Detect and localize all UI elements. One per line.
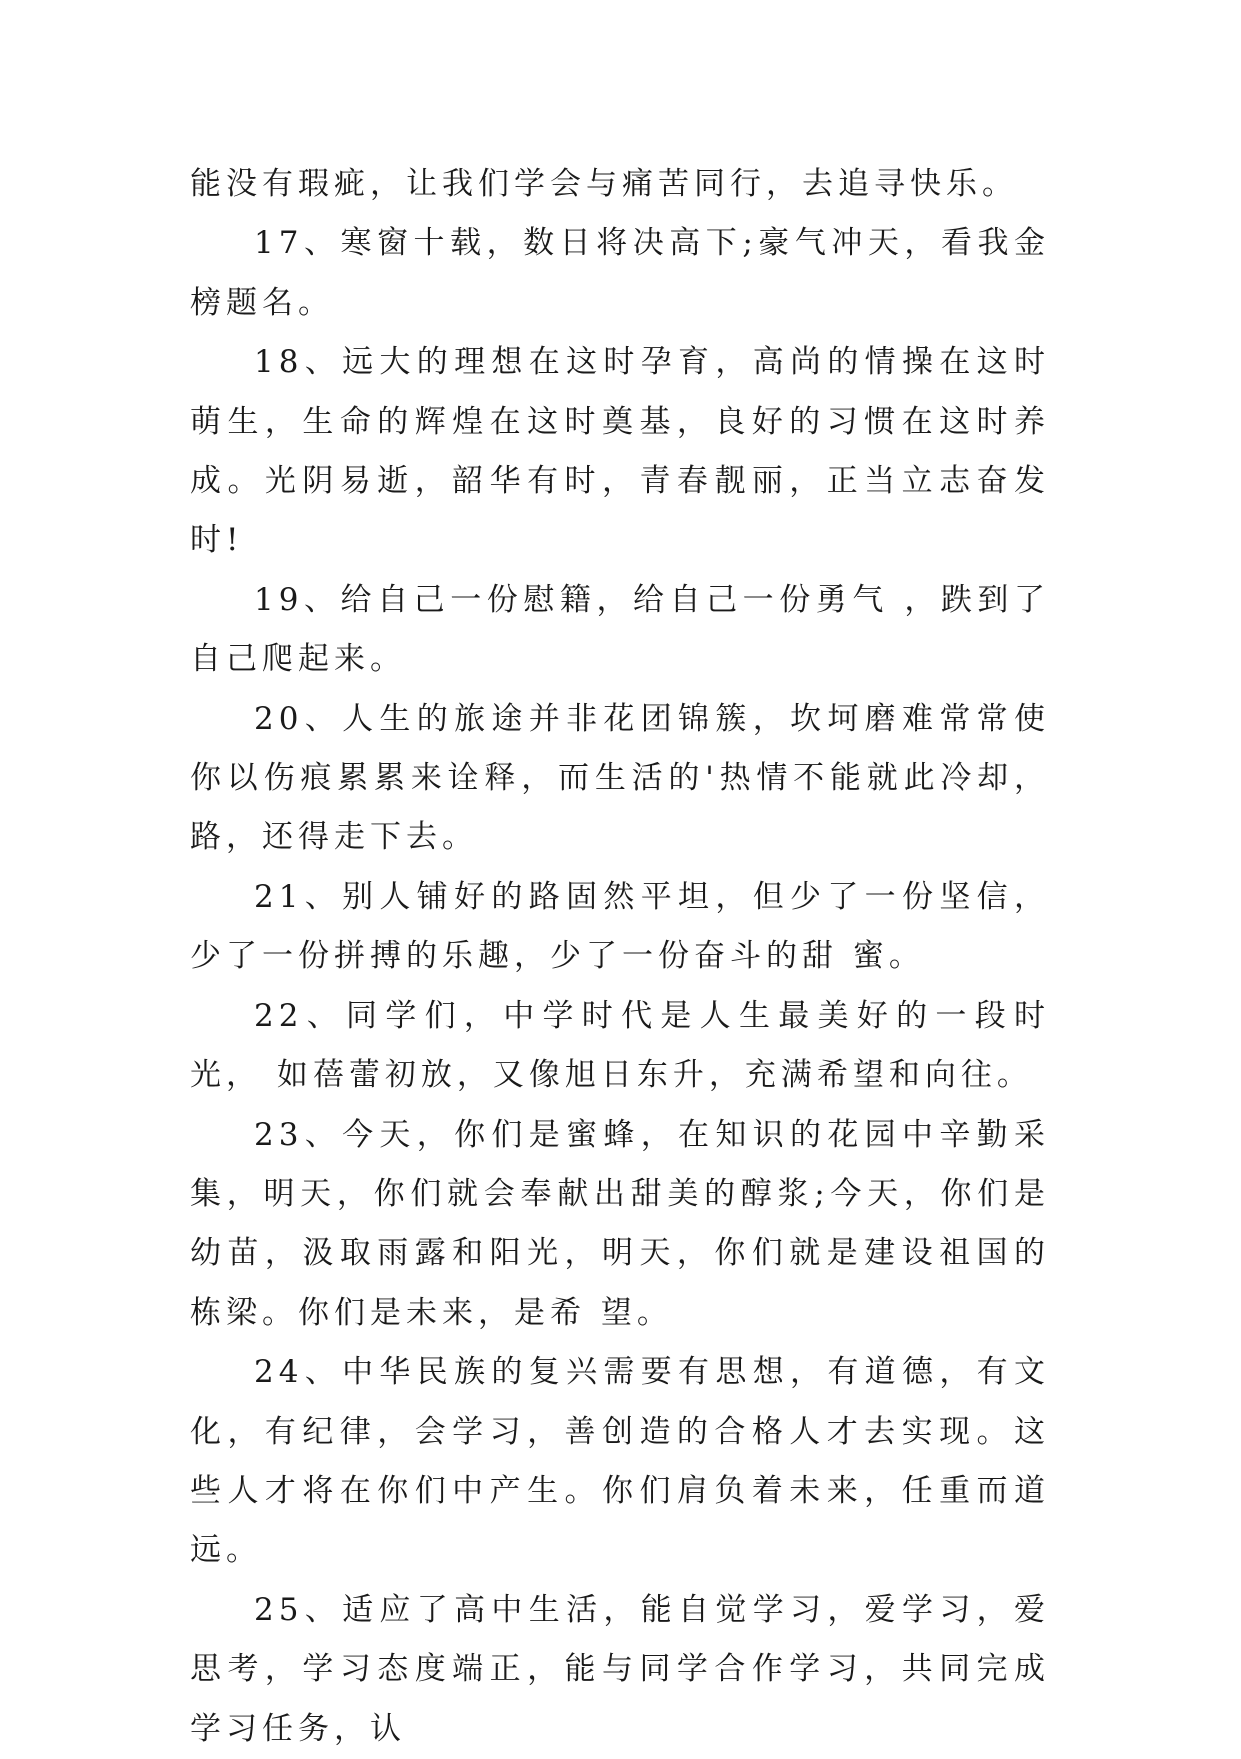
paragraph-23: 23、今天，你们是蜜蜂，在知识的花园中辛勤采集，明天，你们就会奉献出甜美的醇浆;今天，你们是幼苗，汲取雨露和阳光，明天，你们就是建设祖国的栋梁。你们是未来，是希 望。 xyxy=(190,1116,1050,1331)
paragraph-24: 24、中华民族的复兴需要有思想，有道德，有文化，有纪律，会学习，善创造的合格人才去实现。这些人才将在你们中产生。你们肩负着未来，任重而道远。 xyxy=(190,1354,1050,1569)
paragraph-25: 25、适应了高中生活，能自觉学习，爱学习，爱思考，学习态度端正，能与同学合作学习，共同完成学习任务，认 xyxy=(190,1591,1050,1747)
paragraph-20: 20、人生的旅途并非花团锦簇，坎坷磨难常常使你以伤痕累累来诠释，而生活的'热情不能就此冷却，路，还得走下去。 xyxy=(190,700,1050,856)
paragraph-17: 17、寒窗十载，数日将决高下;豪气冲天，看我金榜题名。 xyxy=(190,225,1050,321)
paragraph-18: 18、远大的理想在这时孕育，高尚的情操在这时萌生，生命的辉煌在这时奠基，良好的习惯在这时养成。光阴易逝，韶华有时，青春靓丽，正当立志奋发时! xyxy=(190,344,1050,559)
paragraph-19: 19、给自己一份慰籍，给自己一份勇气 ，跌到了自己爬起来。 xyxy=(190,581,1050,678)
paragraph-continuation: 能没有瑕疵，让我们学会与痛苦同行，去追寻快乐。 xyxy=(190,166,1018,202)
paragraph-22: 22、同学们，中学时代是人生最美好的一段时光， 如蓓蕾初放，又像旭日东升，充满希望和向往。 xyxy=(190,997,1050,1094)
paragraph-21: 21、别人铺好的路固然平坦，但少了一份坚信，少了一份拼搏的乐趣，少了一份奋斗的甜 蜜。 xyxy=(190,878,1050,975)
body-text xyxy=(190,155,1050,1759)
